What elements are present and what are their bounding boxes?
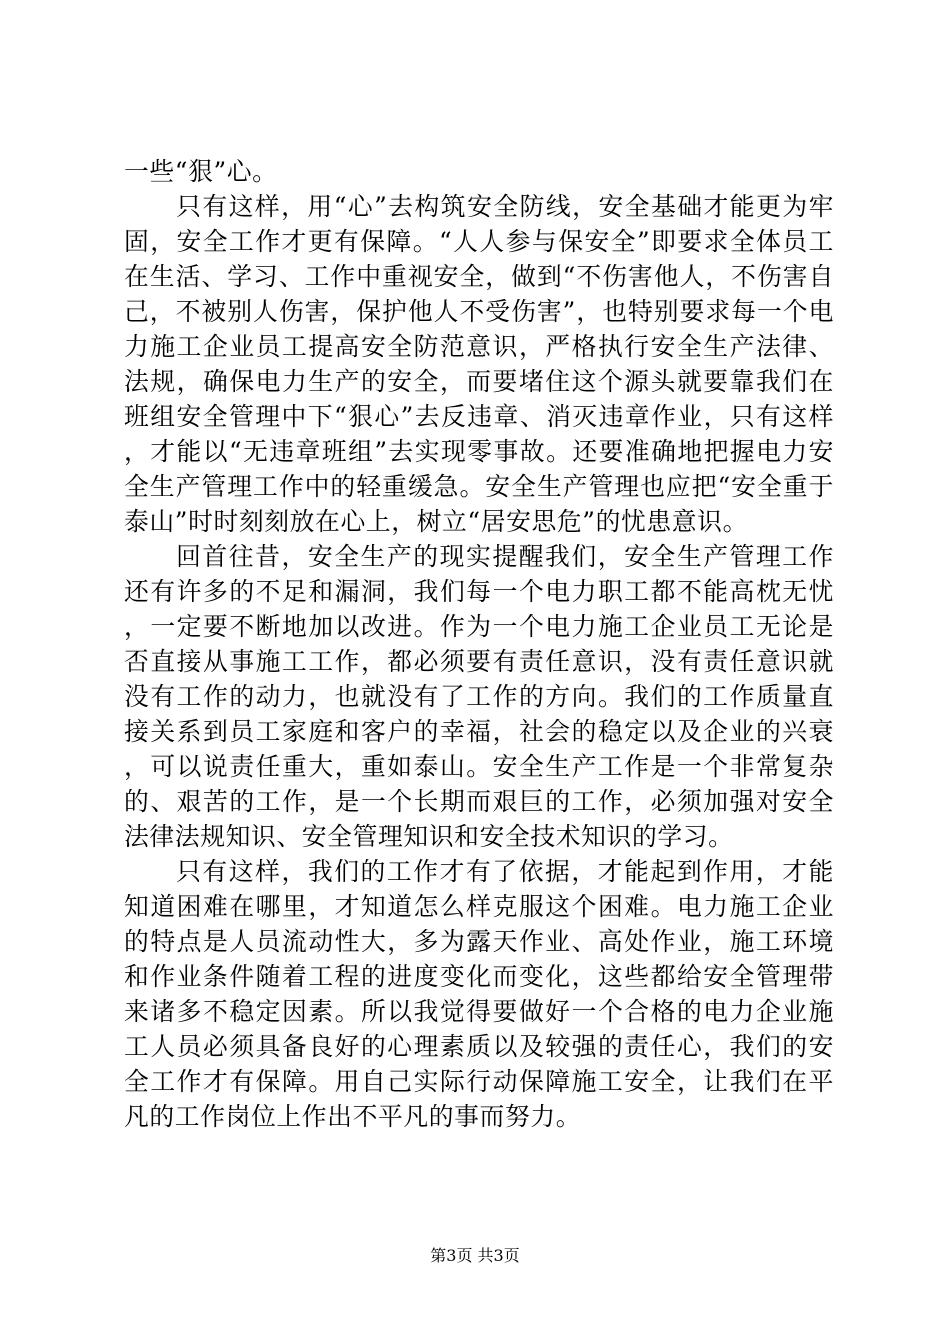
paragraph-continuation: 一些“狠”心。 xyxy=(124,157,278,186)
page-number-footer: 第3页 共3页 xyxy=(430,1246,520,1265)
document-body xyxy=(124,154,834,1134)
paragraph-safety-defense: 只有这样，用“心”去构筑安全防线，安全基础才能更为牢固，安全工作才更有保障。“人人参与保安全”即要求全体员工在生活、学习、工作中重视安全，做到“不伤害他人，不伤害自己，不被别人伤害，保护他人不受伤害”，也特别要求每一个电力施工企业员工提高安全防范意识，严格执行安全生产法律、法规，确保电力生产的安全，而要堵住这个源头就要靠我们在班组安全管理中下“狠心”去反违章、消灭违章作业，只有这样，才能以“无违章班组”去实现零事故。还要准确地把握电力安全生产管理工作中的轻重缓急。安全生产管理也应把“安全重于泰山”时时刻刻放在心上，树立“居安思危”的忧患意识。 xyxy=(124,192,834,536)
paragraph-responsibility: 回首往昔，安全生产的现实提醒我们，安全生产管理工作还有许多的不足和漏洞，我们每一个电力职工都不能高枕无忧，一定要不断地加以改进。作为一个电力施工企业员工无论是否直接从事施工工作，都必须要有责任意识，没有责任意识就没有工作的动力，也就没有了工作的方向。我们的工作质量直接关系到员工家庭和客户的幸福，社会的稳定以及企业的兴衰，可以说责任重大，重如泰山。安全生产工作是一个非常复杂的、艰苦的工作，是一个长期而艰巨的工作，必须加强对安全法律法规知识、安全管理知识和安全技术知识的学习。 xyxy=(124,542,834,851)
paragraph-conclusion: 只有这样，我们的工作才有了依据，才能起到作用，才能知道困难在哪里，才知道怎么样克服这个困难。电力施工企业的特点是人员流动性大，多为露天作业、高处作业，施工环境和作业条件随着工程的进度变化而变化，这些都给安全管理带来诸多不稳定因素。所以我觉得要做好一个合格的电力企业施工人员必须具备良好的心理素质以及较强的责任心，我们的安全工作才有保障。用自己实际行动保障施工安全，让我们在平凡的工作岗位上作出不平凡的事而努力。 xyxy=(124,857,834,1131)
